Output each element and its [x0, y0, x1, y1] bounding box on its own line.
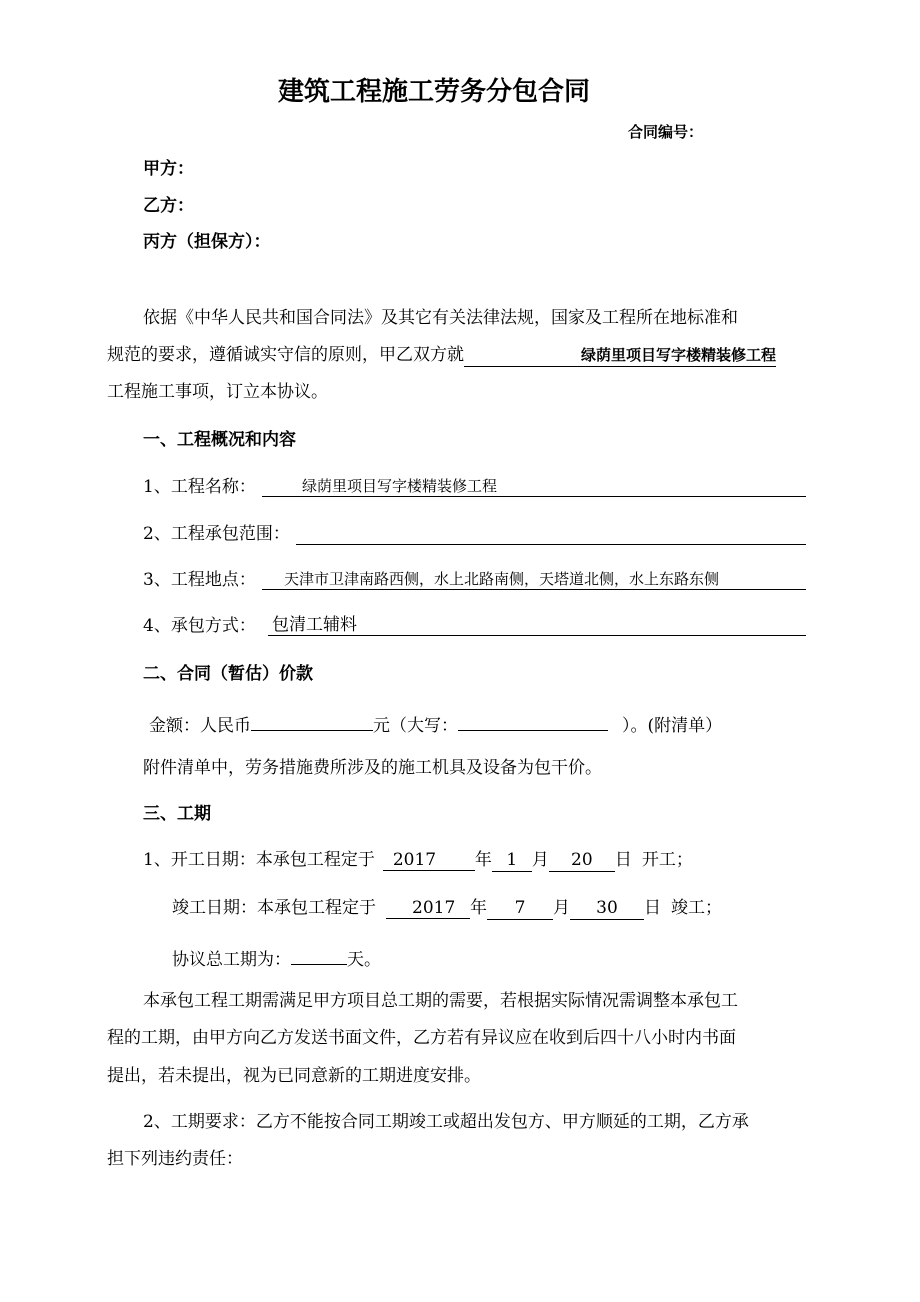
- total-duration-line: [172, 942, 381, 972]
- party-c-label: 丙方（担保方）：: [143, 232, 271, 252]
- end-month-unit: 月: [553, 898, 570, 918]
- project-name-label: 1、工程名称：: [143, 477, 256, 497]
- start-date-line: [143, 848, 693, 872]
- location-label: 3、工程地点：: [143, 570, 256, 590]
- start-date-suffix: 开工；: [641, 850, 693, 870]
- contract-type-field: 包清工辅料: [268, 614, 806, 636]
- attachment-note: 附件清单中，劳务措施费所涉及的施工机具及设备为包干价。: [143, 758, 602, 778]
- location-field: 天津市卫津南路西侧，水上北路南侧，天塔道北侧，水上东路东侧: [262, 568, 806, 590]
- start-day-unit: 日: [614, 850, 632, 870]
- amount-yuan-label: 元（大写：: [373, 716, 458, 736]
- intro-line-2-text: 规范的要求，遵循诚实守信的原则，甲乙双方就: [107, 345, 464, 365]
- start-day-field: 20: [549, 849, 615, 872]
- end-month-field: 7: [487, 897, 553, 920]
- total-days-field: [291, 942, 347, 965]
- schedule-req-line-1: 2、工期要求：乙方不能按合同工期竣工或超出发包方、甲方顺延的工期，乙方承: [143, 1112, 749, 1132]
- section-1-heading: 一、工程概况和内容: [143, 430, 296, 450]
- start-month-unit: 月: [531, 850, 549, 870]
- section-3-heading: 三、工期: [143, 804, 211, 824]
- total-duration-suffix: 天。: [347, 950, 381, 970]
- amount-line: [149, 708, 722, 738]
- scope-field: [296, 522, 806, 545]
- start-year-field: 2017: [383, 849, 475, 871]
- intro-line-3: 工程施工事项，订立本协议。: [107, 382, 328, 402]
- intro-project-name: 绿荫里项目写字楼精装修工程: [464, 344, 776, 367]
- end-date-line: [172, 896, 722, 920]
- intro-line-2: [107, 343, 776, 367]
- end-year-unit: 年: [470, 898, 487, 918]
- total-duration-prefix: 协议总工期为：: [172, 950, 291, 970]
- end-year-field: 2017: [386, 897, 470, 919]
- party-b-label: 乙方：: [143, 196, 194, 216]
- contract-number-label: 合同编号：: [628, 123, 704, 141]
- schedule-para-line-2: 程的工期，由甲方向乙方发送书面文件，乙方若有异议应在收到后四十八小时内书面: [107, 1028, 736, 1048]
- start-date-prefix: 1、开工日期：本承包工程定于: [143, 850, 375, 870]
- intro-line-1: 依据《中华人民共和国合同法》及其它有关法律法规，国家及工程所在地标准和: [143, 308, 738, 328]
- contract-type-label: 4、承包方式：: [143, 616, 256, 636]
- schedule-req-line-2: 担下列违约责任：: [107, 1149, 243, 1169]
- amount-prefix: 金额：人民币: [149, 716, 251, 736]
- section-2-heading: 二、合同（暂估）价款: [143, 664, 313, 684]
- party-a-label: 甲方：: [143, 159, 194, 179]
- project-name-field: 绿荫里项目写字楼精装修工程: [262, 475, 806, 497]
- schedule-para-line-1: 本承包工程工期需满足甲方项目总工期的需要，若根据实际情况需调整本承包工: [143, 991, 738, 1011]
- end-date-prefix: 竣工日期：本承包工程定于: [172, 898, 376, 918]
- amount-figure-field: [251, 708, 373, 731]
- amount-suffix: ）。(附清单）: [622, 716, 723, 736]
- end-date-suffix: 竣工；: [671, 898, 722, 918]
- end-day-unit: 日: [644, 898, 661, 918]
- start-year-unit: 年: [474, 850, 492, 870]
- scope-label: 2、工程承包范围：: [143, 524, 290, 544]
- end-day-field: 30: [570, 897, 644, 920]
- schedule-para-line-3: 提出，若未提出，视为已同意新的工期进度安排。: [107, 1066, 481, 1086]
- amount-words-field: [458, 708, 608, 731]
- start-month-field: 1: [492, 849, 532, 872]
- page-title: 建筑工程施工劳务分包合同: [278, 77, 591, 107]
